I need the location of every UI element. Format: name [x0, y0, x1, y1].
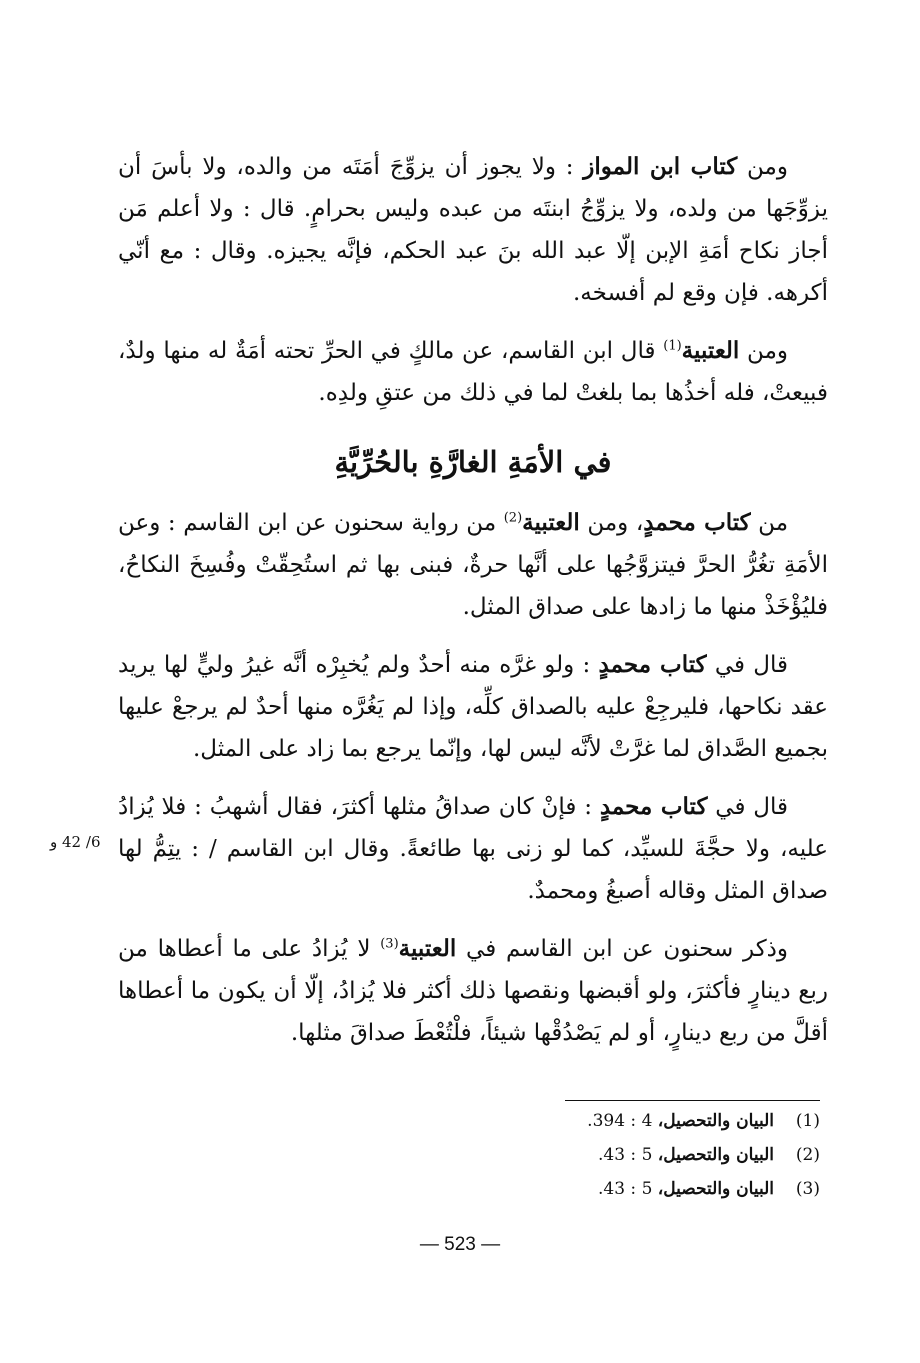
book-title: العتبية [681, 337, 740, 364]
manuscript-folio-note: 6/ 42 و [50, 833, 101, 851]
top-text-block [118, 146, 828, 414]
paragraph-kitab-muhammad-3 [118, 786, 828, 912]
footnote-reference: 5 : 43. [597, 1179, 658, 1199]
para-lead: قال في [707, 794, 788, 820]
footnote-marker: (2) [503, 510, 523, 526]
para-lead: من [750, 510, 789, 536]
footnotes [430, 1104, 820, 1206]
para-lead: وذكر سحنون عن ابن القاسم في [456, 936, 788, 962]
para-body: : ولو غرَّه منه أحدٌ ولم يُخبِرْه أنَّه غيرُ وليٍّ لها يريد عقد نكاحها، فليرجِعْ عليه بالصداق كلِّه، وإذا لم يَغُرَّه منها أحدٌ لم يرجعْ عليها بجميع الصَّداق لما غرَّتْ لأنَّه ليس لها، وإنّما يرجع بما زاد على المثل. [118, 652, 828, 762]
para-body: لا يُزادُ على ما أعطاها من ربع دينارٍ فأكثرَ، ولو أقبضها ونقصها ذلك أكثر فلا يُزادُ، إلّا أن يكون ما أعطاها أقلَّ من ربع دينارٍ، أو لم يَصْدُقْها شيئاً، فلْتُعْطَ صداقَ مثلها. [118, 936, 828, 1046]
footnote-source: البيان والتحصيل، [657, 1145, 774, 1165]
para-body: : ولا يجوز أن يزوِّجَ أمَتَه من والده، ولا بأسَ أن يزوِّجَها من ولده، ولا يزوِّجُ ابنتَه من عبده وليس بحرامٍ. قال : ولا أعلم مَن أجاز نكاح أمَةِ الإبن إلّا عبد الله بنَ عبد الحكم، فإنَّه يجيزه. وقال : مع أنّي أكرهه. فإن وقع لم أفسخه. [118, 154, 828, 306]
footnote-number: (1) [795, 1111, 820, 1131]
footnote-divider [565, 1100, 820, 1101]
paragraph-sahnun-utbiyya [118, 928, 828, 1054]
para-body: من رواية سحنون عن ابن القاسم : وعن الأمَةِ تغُرُّ الحرَّ فيتزوَّجُها على أنَّها حرةٌ، فبنى بها ثم استُحِقّتْ وفُسِخَ النكاحُ، فليُؤْخَذْ منها ما زادها على صداق المثل. [118, 510, 828, 620]
page-number: — 523 — [419, 1234, 501, 1255]
paragraph-ibn-al-mawwaz [118, 146, 828, 314]
footnote-source: البيان والتحصيل، [657, 1111, 774, 1131]
book-title: كتاب محمدٍ [599, 793, 708, 820]
footnote-item [430, 1172, 820, 1206]
section-heading: في الأمَةِ الغارَّةِ بالحُرِّيَّةِ [334, 445, 612, 479]
book-title: العتبية [398, 935, 457, 962]
book-title: كتاب محمدٍ [598, 651, 707, 678]
book-title: كتاب ابن المواز [583, 153, 738, 180]
footnote-reference: 4 : 394. [587, 1111, 658, 1131]
paragraph-utbiyya-1 [118, 330, 828, 414]
para-body: : فإنْ كان صداقُ مثلها أكثرَ، فقال أشهبُ : فلا يُزادُ عليه، ولا حجَّةَ للسيِّد، كما لو زنى بها طائعةً. وقال ابن القاسم / : يتِمُّ لها صداق المثل وقاله أصبغُ ومحمدٌ. [118, 794, 828, 904]
para-lead: ومن [737, 154, 788, 180]
footnote-item [430, 1138, 820, 1172]
footnote-number: (3) [795, 1179, 820, 1199]
para-body: قال ابن القاسم، عن مالكٍ في الحرِّ تحته أمَةٌ له منها ولدٌ، فبيعتْ، فله أخذُها بما بلغتْ لما في ذلك من عتقِ ولدِه. [118, 338, 828, 406]
book-title: كتاب محمدٍ [643, 509, 751, 536]
para-lead: ومن [739, 338, 788, 364]
footnote-marker: (3) [380, 936, 399, 952]
para-connector: ، ومن [579, 510, 644, 536]
paragraph-kitab-muhammad-2 [118, 644, 828, 770]
book-title: العتبية [522, 509, 580, 536]
footnote-item [430, 1104, 820, 1138]
footnote-reference: 5 : 43. [597, 1145, 658, 1165]
footnote-source: البيان والتحصيل، [657, 1179, 774, 1199]
paragraph-kitab-muhammad-1 [118, 502, 828, 628]
para-lead: قال في [706, 652, 788, 678]
bottom-text-block [118, 502, 828, 1054]
footnote-marker: (1) [663, 338, 682, 354]
footnote-number: (2) [795, 1145, 820, 1165]
